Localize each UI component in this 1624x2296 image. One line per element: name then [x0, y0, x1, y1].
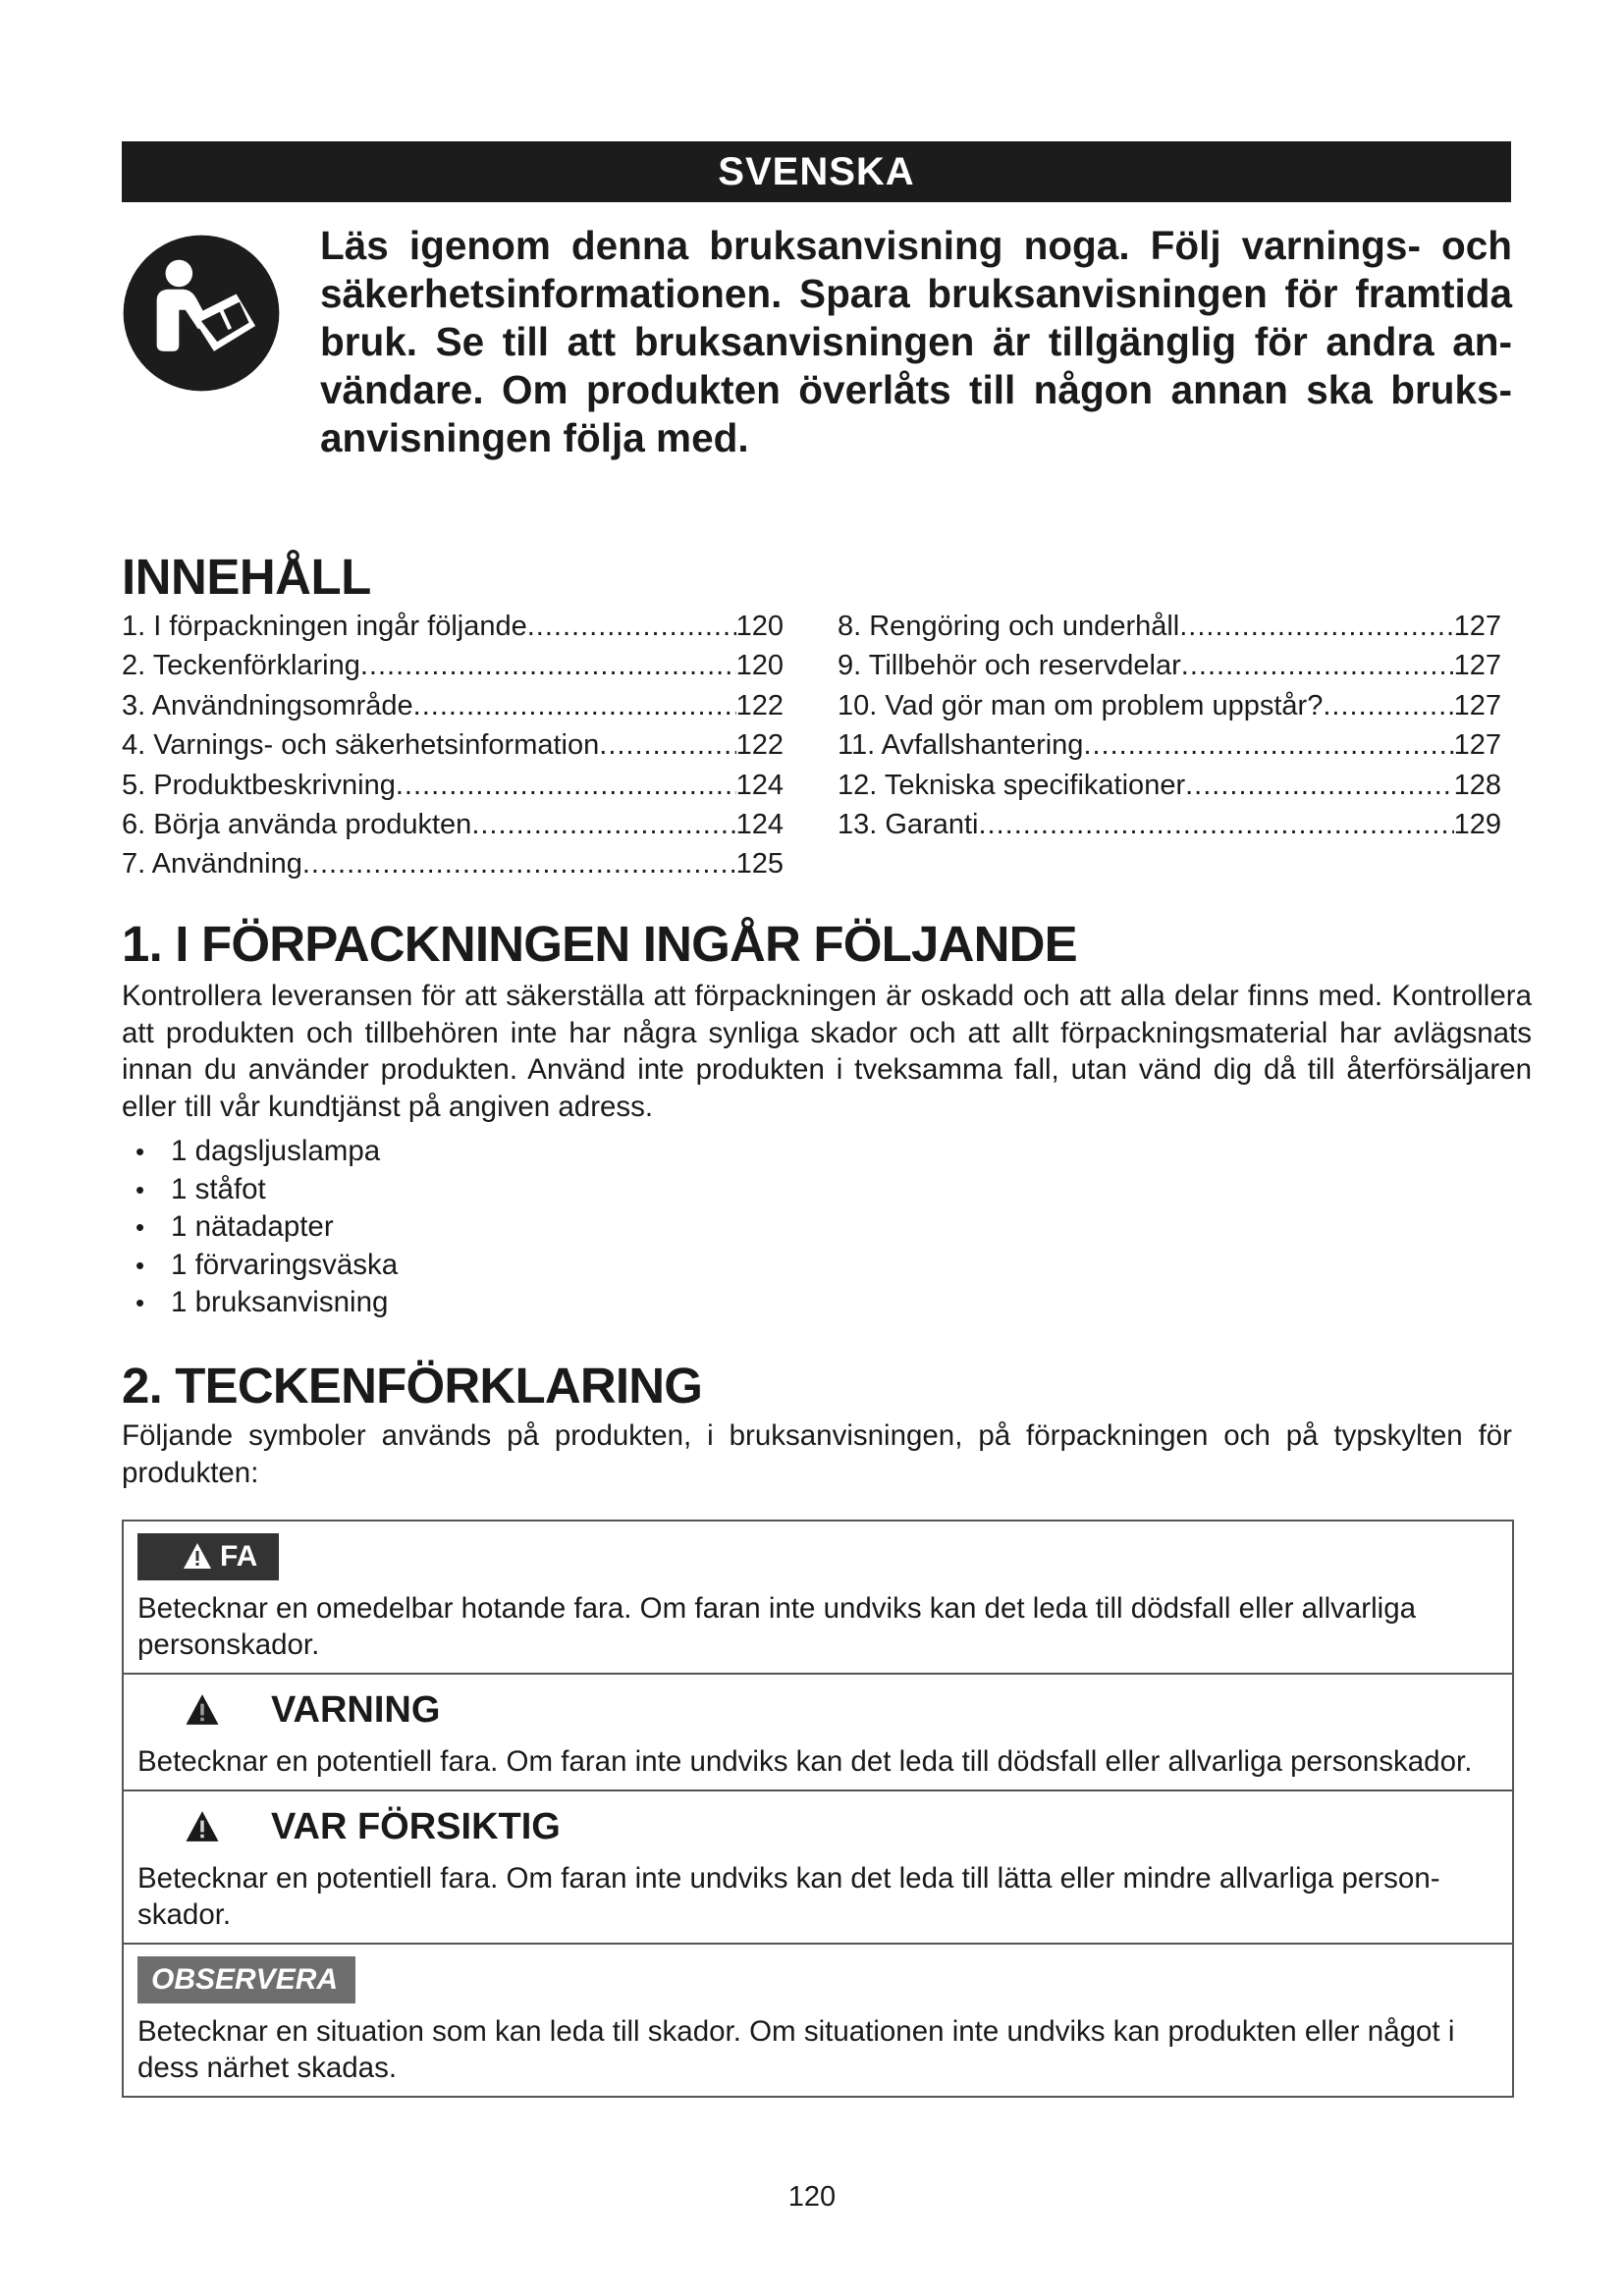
warning-triangle-icon	[185, 1693, 220, 1726]
list-item: • 1 dagsljuslampa	[135, 1133, 398, 1171]
intro-text: Läs igenom denna bruksanvisning noga. Följ varnings- och säkerhetsinformationen. Spara bruksanvisningen för framtida bruk. Se till att bruksanvisningen är tillgänglig för andra användare. Om produkten överlåts till någon annan ska bruksanvisningen följa med.	[320, 223, 1512, 460]
warning-badge-label: VARNING	[271, 1688, 441, 1731]
toc-item[interactable]: 10. Vad gör man om problem uppstår? ..... 127	[838, 686, 1501, 725]
symbol-table	[122, 1520, 1514, 2098]
toc-item[interactable]: 2. Teckenförklaring ..... 120	[122, 646, 784, 685]
page-number: 120	[787, 2181, 837, 2213]
list-item: • 1 förvaringsväska	[135, 1247, 398, 1285]
section-2-title: 2. TECKENFÖRKLARING	[122, 1358, 703, 1414]
read-manual-icon	[122, 234, 281, 393]
toc-item[interactable]: 3. Användningsområde ..... 122	[122, 686, 784, 725]
warning-triangle-icon	[185, 1810, 220, 1842]
notice-description: Betecknar en situation som kan leda till skador. Om situationen inte undviks kan produkten eller något i dess närhet skadas.	[137, 2015, 1455, 2084]
toc-item[interactable]: 11. Avfallshantering ..... 127	[838, 725, 1501, 765]
toc-right-column	[838, 607, 1501, 844]
warning-description: Betecknar en potentiell fara. Om faran inte undviks kan det leda till dödsfall eller allvarliga personskador.	[137, 1745, 1473, 1778]
section-1-text: Kontrollera leveransen för att säkerställa att förpackningen är oskadd och att alla delar finns med. Kontrollera att produkten och tillbehören inte har några synliga skador och att allt förpackningsmaterial har avlägsnats innan du använder produkten. Använd inte produkten i tveksamma fall, utan vänd dig då till återförsäljaren eller till vår kundtjänst på angiven adress.	[122, 980, 1532, 1123]
toc-item[interactable]: 12. Tekniska specifikationer ..... 128	[838, 766, 1501, 805]
toc-item[interactable]: 13. Garanti ..... 129	[838, 805, 1501, 844]
symbol-row-var-forsiktig	[124, 1789, 1512, 1943]
toc-item[interactable]: 5. Produktbeskrivning ..... 124	[122, 766, 784, 805]
caution-badge-label: VAR FÖRSIKTIG	[271, 1805, 561, 1847]
toc-item[interactable]: 6. Börja använda produkten ..... 124	[122, 805, 784, 844]
warning-triangle-icon	[183, 1542, 212, 1570]
list-item: • 1 bruksanvisning	[135, 1284, 398, 1322]
symbol-row-fara	[124, 1522, 1512, 1673]
toc-item[interactable]: 9. Tillbehör och reservdelar ..... 127	[838, 646, 1501, 685]
symbol-row-observera	[124, 1943, 1512, 2096]
toc-left-column	[122, 607, 784, 884]
danger-description: Betecknar en omedelbar hotande fara. Om faran inte undviks kan det leda till dödsfall eller allvarliga personskador.	[137, 1592, 1417, 1661]
warning-badge	[137, 1686, 441, 1734]
toc-item[interactable]: 7. Användning ..... 125	[122, 844, 784, 883]
list-item: • 1 ståfot	[135, 1171, 398, 1209]
toc-title: INNEHÅLL	[122, 549, 371, 605]
notice-badge-label: OBSERVERA	[151, 1963, 339, 1996]
language-header	[122, 141, 1511, 202]
caution-badge	[137, 1803, 561, 1850]
notice-badge	[137, 1956, 355, 2003]
toc-item[interactable]: 4. Varnings- och säkerhetsinformation ..... 122	[122, 725, 784, 765]
section-1-title: 1. I FÖRPACKNINGEN INGÅR FÖLJANDE	[122, 916, 1077, 972]
toc-item[interactable]: 1. I förpackningen ingår följande ..... 120	[122, 607, 784, 646]
section-2-text: Följande symboler används på produkten, i bruksanvisningen, på förpackningen och på typskylten för produkten:	[122, 1419, 1512, 1489]
danger-badge-label: FA	[220, 1540, 258, 1573]
list-item: • 1 nätadapter	[135, 1208, 398, 1247]
symbol-row-varning	[124, 1673, 1512, 1789]
caution-description: Betecknar en potentiell fara. Om faran inte undviks kan det leda till lätta eller mindre allvarliga personskador.	[137, 1862, 1440, 1931]
contents-list	[135, 1133, 398, 1322]
language-label: SVENSKA	[718, 149, 915, 193]
toc-item[interactable]: 8. Rengöring och underhåll ..... 127	[838, 607, 1501, 646]
danger-badge	[137, 1533, 279, 1580]
